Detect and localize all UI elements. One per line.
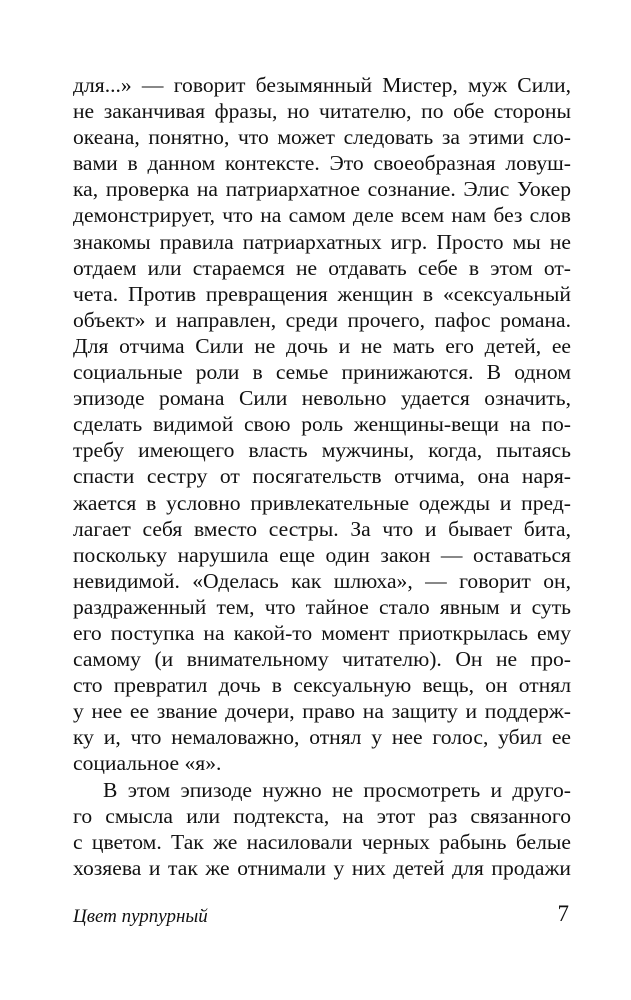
text-line: го смысла или подтекста, на этот раз связанного	[73, 803, 571, 828]
body-text	[73, 72, 571, 881]
text-line: поскольку нарушила еще один закон — оставаться	[73, 542, 571, 567]
text-line: хозяева и так же отнимали у них детей для продажи	[73, 855, 571, 880]
text-line: его поступка на какой-то момент приоткрылась ему	[73, 620, 571, 645]
text-line: у нее ее звание дочери, право на защиту и поддерж-	[73, 699, 571, 724]
text-line-paragraph-start: В этом эпизоде нужно не просмотреть и друго-	[103, 777, 571, 802]
text-line: сто превратил дочь в сексуальную вещь, он отнял	[73, 673, 571, 698]
text-line: демонстрирует, что на самом деле всем нам без слов	[73, 203, 571, 228]
text-line: ка, проверка на патриархатное сознание. Элис Уокер	[73, 177, 571, 202]
text-line: раздраженный тем, что тайное стало явным и суть	[73, 594, 571, 619]
text-line: ку и, что немаловажно, отнял у нее голос, убил ее	[73, 725, 571, 750]
text-line: не заканчивая фразы, но читателю, по обе стороны	[73, 99, 571, 124]
text-line: жается в условно привлекательные одежды и пред-	[73, 490, 571, 515]
text-line: чета. Против превращения женщин в «сексуальный	[73, 281, 571, 306]
text-line-paragraph-end: социальное «я».	[73, 751, 222, 776]
text-line: требу имеющего власть мужчины, когда, пытаясь	[73, 438, 571, 463]
text-line: спасти сестру от посягательств отчима, она наря-	[73, 464, 571, 489]
text-line: самому (и внимательному читателю). Он не про-	[73, 647, 571, 672]
text-line: для...» — говорит безымянный Мистер, муж Сили,	[73, 73, 571, 97]
text-line: Для отчима Сили не дочь и не мать его детей, ее	[73, 333, 571, 358]
text-line: с цветом. Так же насиловали черных рабынь белые	[73, 829, 571, 854]
text-line: невидимой. «Оделась как шлюха», — говорит он,	[73, 568, 571, 593]
text-line: сделать видимой свою роль женщины-вещи на по-	[73, 412, 571, 437]
text-line: социальные роли в семье принижаются. В одном	[73, 360, 571, 385]
text-line: знакомы правила патриархатных игр. Просто мы не	[73, 229, 571, 254]
page-number: 7	[557, 901, 569, 926]
text-line: океана, понятно, что может следовать за этими сло-	[73, 125, 571, 150]
text-line: отдаем или стараемся не отдавать себе в этом от-	[73, 255, 571, 280]
text-line: эпизоде романа Сили невольно удается означить,	[73, 386, 571, 411]
text-line: лагает себя вместо сестры. За что и бывает бита,	[73, 516, 571, 541]
running-title: Цвет пурпурный	[73, 906, 208, 927]
text-line: вами в данном контексте. Это своеобразная ловуш-	[73, 151, 571, 176]
text-line: объект» и направлен, среди прочего, пафос романа.	[73, 307, 571, 332]
